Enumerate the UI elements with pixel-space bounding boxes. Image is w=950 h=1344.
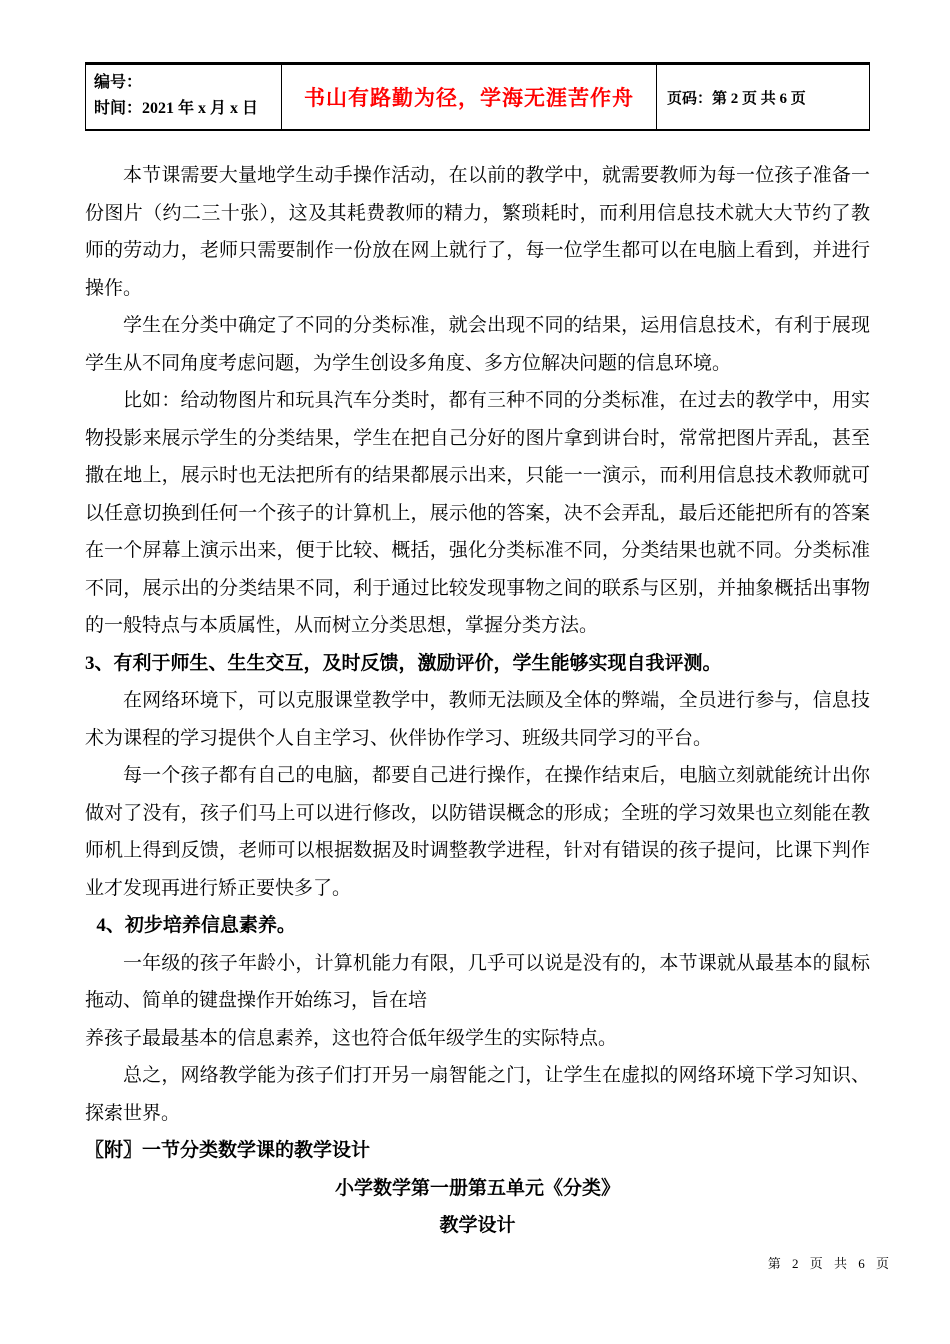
paragraph: 本节课需要大量地学生动手操作活动，在以前的教学中，就需要教师为每一位孩子准备一份图片（约二三十张），这及其耗费教师的精力，繁琐耗时，而利用信息技术就大大节约了教师的劳动力，老师只需要制作一份放在网上就行了，每一位学生都可以在电脑上看到，并进行操作。 xyxy=(85,165,870,299)
header-number-label: 编号： xyxy=(94,74,143,91)
lesson-subtitle: 教学设计 xyxy=(439,1215,516,1236)
paragraph: 每一个孩子都有自己的电脑，都要自己进行操作，在操作结束后，电脑立刻就能统计出你做对了没有，孩子们马上可以进行修改，以防错误概念的形成；全班的学习效果也立刻能在教师机上得到反馈，老师可以根据数据及时调整教学进程，针对有错误的孩子提问，比课下判作业才发现再进行矫正要快多了。 xyxy=(85,765,870,899)
paragraph: 养孩子最最基本的信息素养，这也符合低年级学生的实际特点。 xyxy=(85,1027,618,1049)
header-motto-text: 书山有路勤为径，学海无涯苦作舟 xyxy=(304,86,634,110)
section-heading-4: 4、初步培养信息素养。 xyxy=(96,915,296,936)
paragraph: 比如：给动物图片和玩具汽车分类时，都有三种不同的分类标准，在过去的教学中，用实物投影来展示学生的分类结果，学生在把自己分好的图片拿到讲台时，常常把图片弄乱，甚至撒在地上，展示时也无法把所有的结果都展示出来，只能一一演示，而利用信息技术教师就可以任意切换到任何一个孩子的计算机上，展示他的答案，决不会弄乱，最后还能把所有的答案在一个屏幕上演示出来，便于比较、概括，强化分类标准不同，分类结果也就不同。分类标准不同，展示出的分类结果不同，利于通过比较发现事物之间的联系与区别，并抽象概括出事物的一般特点与本质属性，从而树立分类思想，掌握分类方法。 xyxy=(85,390,870,636)
footer-page-number: 第 2 页 共 6 页 xyxy=(767,1256,893,1271)
paragraph: 一年级的孩子年龄小，计算机能力有限，几乎可以说是没有的，本节课就从最基本的鼠标拖动、简单的键盘操作开始练习，旨在培 xyxy=(85,952,870,1011)
header-date-label: 时间：2021 年 x 月 x 日 xyxy=(94,100,259,117)
lesson-title: 小学数学第一册第五单元《分类》 xyxy=(334,1177,620,1199)
header-cell-motto xyxy=(282,65,657,129)
section-heading-3: 3、有利于师生、生生交互，及时反馈，激励评价，学生能够实现自我评测。 xyxy=(85,652,722,674)
paragraph: 学生在分类中确定了不同的分类标准，就会出现不同的结果，运用信息技术，有利于展现学生从不同角度考虑问题，为学生创设多角度、多方位解决问题的信息环境。 xyxy=(85,315,870,374)
header-page-info: 页码：第 2 页 共 6 页 xyxy=(667,90,806,107)
header-table xyxy=(85,62,870,131)
document-body xyxy=(85,157,870,1245)
header-cell-meta xyxy=(86,65,282,129)
paragraph: 总之，网络教学能为孩子们打开另一扇智能之门，让学生在虚拟的网络环境下学习知识、探索世界。 xyxy=(85,1065,870,1124)
appendix-heading: 〖附〗一节分类数学课的教学设计 xyxy=(85,1140,371,1161)
paragraph: 在网络环境下，可以克服课堂教学中，教师无法顾及全体的弊端，全员进行参与，信息技术为课程的学习提供个人自主学习、伙伴协作学习、班级共同学习的平台。 xyxy=(85,690,870,749)
header-cell-page xyxy=(657,65,869,129)
